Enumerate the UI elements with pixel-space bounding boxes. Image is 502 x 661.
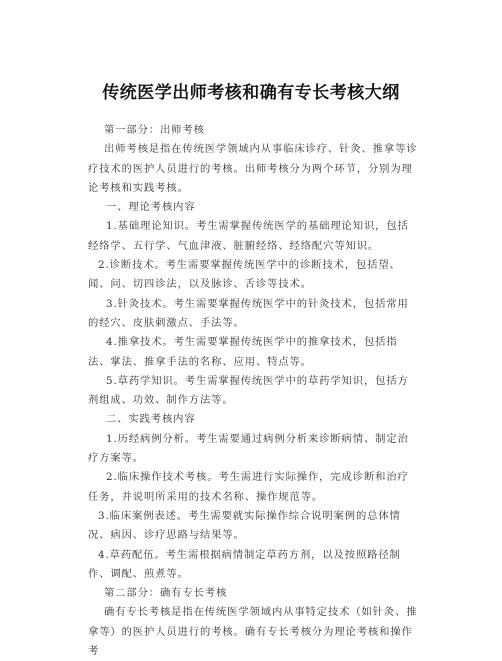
list-item: 5.草药学知识。考生需掌握传统医学中的草药学知识，包括方剂组成、功效、制作方法等。 (88, 374, 409, 407)
list-item: 3.针灸技术。考生需要掌握传统医学中的针灸技术，包括常用的经穴、皮肤刺激点、手法等。 (88, 297, 409, 329)
list-item: 2.诊断技术。考生需要掌握传统医学中的诊断技术，包括望、闻、问、切四诊法，以及脉诊、舌诊等技术。 (88, 259, 401, 291)
list-item: 1.历经病例分析。考生需要通过病例分析来诊断病情、制定治疗方案等。 (88, 432, 409, 465)
list-item: 4.推拿技术。考生需要掌握传统医学中的推拿技术，包括指法、掌法、推拿手法的名称、应用、特点等。 (88, 336, 398, 368)
paragraph: 确有专长考核是指在传统医学领域内从事特定技术（如针灸、推拿等）的医护人员进行的考核。确有专长考核分为理论考核和操作考 (88, 606, 418, 658)
subsection-heading: 一、理论考核内容 (106, 201, 196, 214)
section-heading: 第一部分：出师考核 (104, 124, 205, 136)
paragraph: 出师考核是指在传统医学领域内从事临床诊疗、针灸、推拿等诊疗技术的医护人员进行的考核。出师考核分为两个环节，分别为理论考核和实践考核。 (88, 143, 418, 194)
section-heading: 第二部分：确有专长考核 (104, 587, 228, 600)
list-item: 2.临床操作技术考核。考生需进行实际操作，完成诊断和治疗任务，并说明所采用的技术名称、操作规范等。 (88, 471, 409, 503)
list-item: 1.基础理论知识。考生需掌握传统医学的基础理论知识，包括经络学、五行学、气血津液、脏腑经络、经络配穴等知识。 (88, 220, 409, 252)
document-title: 传统医学出师考核和确有专长考核大纲 (102, 83, 400, 103)
list-item: 4.草药配伍。考生需根据病情制定草药方剂，以及按照路径制作、调配、煎煮等。 (88, 548, 401, 580)
document-body (88, 121, 418, 661)
list-item: 3.临床案例表述。考生需要就实际操作综合说明案例的总体情况、病因、诊疗思路与结果等。 (88, 509, 401, 542)
subsection-heading: 二、实践考核内容 (106, 413, 196, 426)
